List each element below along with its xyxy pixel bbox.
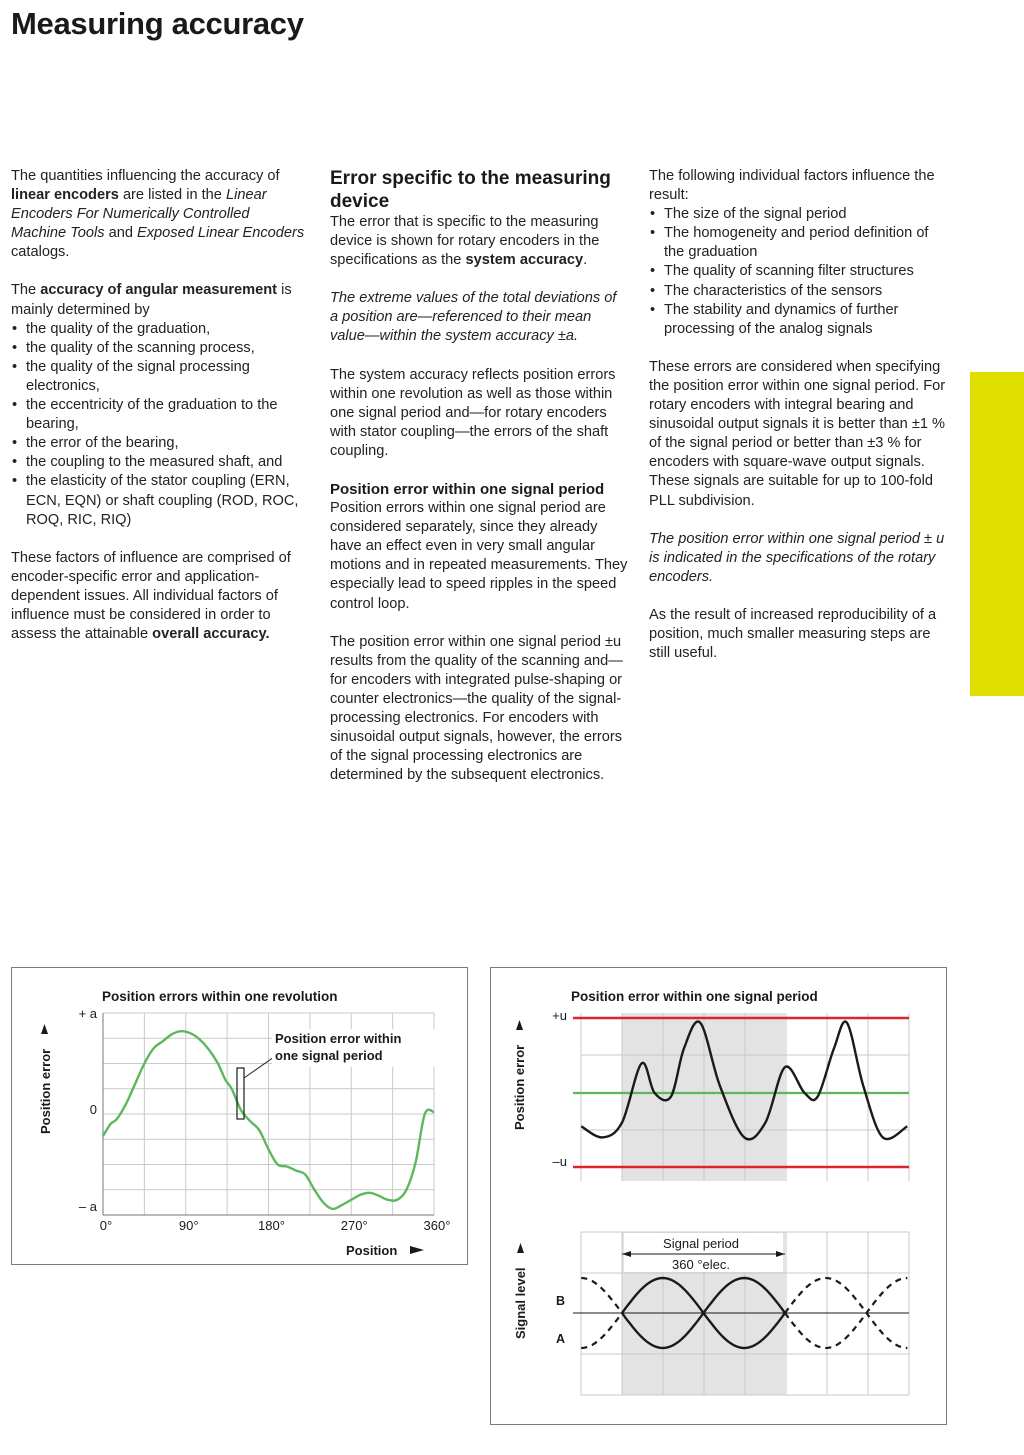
signal-a-label: A: [556, 1332, 566, 1346]
ytick-minus-u: –u: [552, 1154, 567, 1169]
list-item: • The size of the signal period: [649, 205, 947, 224]
ytick-plus-u: +u: [552, 1008, 567, 1023]
x-axis-arrow-icon: [410, 1246, 424, 1254]
extreme-values-note: The extreme values of the total deviations of a position are—referenced to their mean value—within the system accuracy ±a.: [330, 290, 617, 345]
signal-period-error-paragraph: Position errors within one signal period are considered separately, since they already have an effect even in very small angular motions and in repeated measurements. They especially lead to speed ripples in the speed control loop.: [330, 500, 628, 612]
y-axis-arrow-icon-bottom: [517, 1243, 524, 1253]
callout-line-2: one signal period: [275, 1048, 383, 1063]
text-run: These factors of influence are comprised of encoder-specific error and application-dependent issues. All individual factors of influence must be considered in order to assess the attainable: [11, 549, 291, 643]
list-item: • The characteristics of the sensors: [649, 282, 947, 301]
text-run: Linear Encoders For Numerically Controlled Machine Tools: [11, 187, 267, 242]
x-tick-labels: [100, 1218, 451, 1233]
x-axis-label: Position: [346, 1243, 398, 1258]
callout-line-1: Position error within: [275, 1031, 402, 1046]
chart-title: Position errors within one revolution: [102, 989, 338, 1004]
list-item: • the quality of the scanning process,: [11, 339, 307, 358]
chart-title: Position error within one signal period: [571, 989, 818, 1004]
list-item: • The stability and dynamics of further processing of the analog signals: [649, 301, 947, 339]
specification-note: The position error within one signal period ± u is indicated in the specifications of the rotary encoders.: [649, 530, 945, 585]
accuracy-factor-list: [11, 320, 307, 530]
list-item: • the coupling to the measured shaft, and: [11, 453, 307, 472]
intro-paragraph: [11, 167, 307, 262]
text-run: The error that is specific to the measuring device is shown for rotary encoders in the specifications as the: [330, 214, 600, 269]
signal-b-label: B: [556, 1294, 566, 1308]
ytick-zero: 0: [89, 1102, 97, 1117]
figure-revolution-errors: [11, 967, 468, 1265]
period-value: 360 °elec.: [672, 1257, 730, 1272]
signal-period-error-chart: [491, 968, 946, 1424]
subheading-signal-period-error: Position error within one signal period: [330, 481, 605, 499]
list-item: • the quality of the graduation,: [11, 320, 307, 339]
list-item: • the eccentricity of the graduation to the bearing,: [11, 396, 307, 434]
text-run: is mainly determined by: [11, 282, 292, 318]
text-run: Exposed Linear Encoders: [137, 225, 305, 242]
text-run: linear encoders: [11, 187, 119, 204]
section-heading-device-error: Error specific to the measuring device: [330, 168, 611, 212]
list-item: • the elasticity of the stator coupling (ERN, ECN, EQN) or shaft coupling (ROD, ROC, ROQ, RIC, RIQ): [11, 472, 307, 529]
y-axis-arrow-icon: [516, 1020, 523, 1030]
text-run: overall accuracy.: [152, 626, 270, 643]
list-item: • The homogeneity and period definition of the graduation: [649, 224, 947, 262]
overall-accuracy-paragraph: [11, 549, 307, 644]
revolution-error-chart: [12, 968, 467, 1264]
y-axis-label-bottom: Signal level: [513, 1267, 528, 1339]
error-specification-paragraph: These errors are considered when specifying the position error within one signal period. For rotary encoders with integral bearing and sinusoidal output signals it is better than ±1 % of the signal period or better than ±3 % for encoders with square-wave output signals. These signals are suitable for up to 100-fold PLL subdivision.: [649, 358, 946, 509]
list-item: • the quality of the signal processing electronics,: [11, 358, 307, 396]
figure-signal-period-error: [490, 967, 947, 1425]
text-run: and: [104, 225, 138, 242]
x-tick-label: 0°: [99, 1218, 113, 1233]
x-tick-label: 180°: [258, 1218, 285, 1233]
y-axis-label: Position error: [38, 1048, 53, 1134]
x-tick-label: 360°: [423, 1218, 451, 1233]
list-item: • The quality of scanning filter structures: [649, 262, 947, 281]
factors-intro-paragraph: The following individual factors influence the result:: [649, 168, 935, 204]
column-middle: [330, 167, 628, 804]
text-run: accuracy of angular measurement: [40, 282, 278, 299]
text-run: system accuracy: [465, 252, 584, 269]
column-left: [11, 167, 307, 663]
x-tick-label: 270°: [340, 1218, 368, 1233]
period-label: Signal period: [663, 1236, 739, 1251]
text-run: .: [583, 252, 588, 269]
y-axis-label-top: Position error: [512, 1044, 527, 1130]
list-item: • the error of the bearing,: [11, 434, 307, 453]
reproducibility-paragraph: As the result of increased reproducibility of a position, much smaller measuring steps are still useful.: [649, 606, 937, 662]
page-title: Measuring accuracy: [11, 6, 304, 41]
section-color-tab: [970, 372, 1024, 696]
system-accuracy-scope-paragraph: The system accuracy reflects position errors within one revolution as well as those within one signal period and—for rotary encoders with stator coupling—the errors of the shaft coupling.: [330, 366, 616, 459]
text-run: catalogs.: [11, 244, 70, 261]
ytick-minus-a: – a: [78, 1199, 97, 1214]
text-run: are listed in the: [118, 187, 226, 204]
x-tick-label: 90°: [178, 1218, 199, 1233]
text-run: The: [11, 282, 41, 299]
column-right: [649, 167, 947, 682]
ytick-plus-a: + a: [78, 1006, 97, 1021]
callout-leader: [244, 1057, 274, 1078]
angular-accuracy-paragraph: [11, 281, 307, 319]
influence-factor-list: [649, 205, 947, 339]
system-accuracy-paragraph: [330, 213, 628, 270]
scanning-quality-paragraph: The position error within one signal period ±u results from the quality of the scanning and—for encoders with integrated pulse-shaping or counter electronics—the quality of the signal-processing electronics. For encoders with sinusoidal output signals, however, the errors of the signal processing electronics are determined by the subsequent electronics.: [330, 633, 623, 784]
y-axis-arrow-icon: [41, 1024, 48, 1034]
text-run: The quantities influencing the accuracy of: [11, 168, 280, 184]
